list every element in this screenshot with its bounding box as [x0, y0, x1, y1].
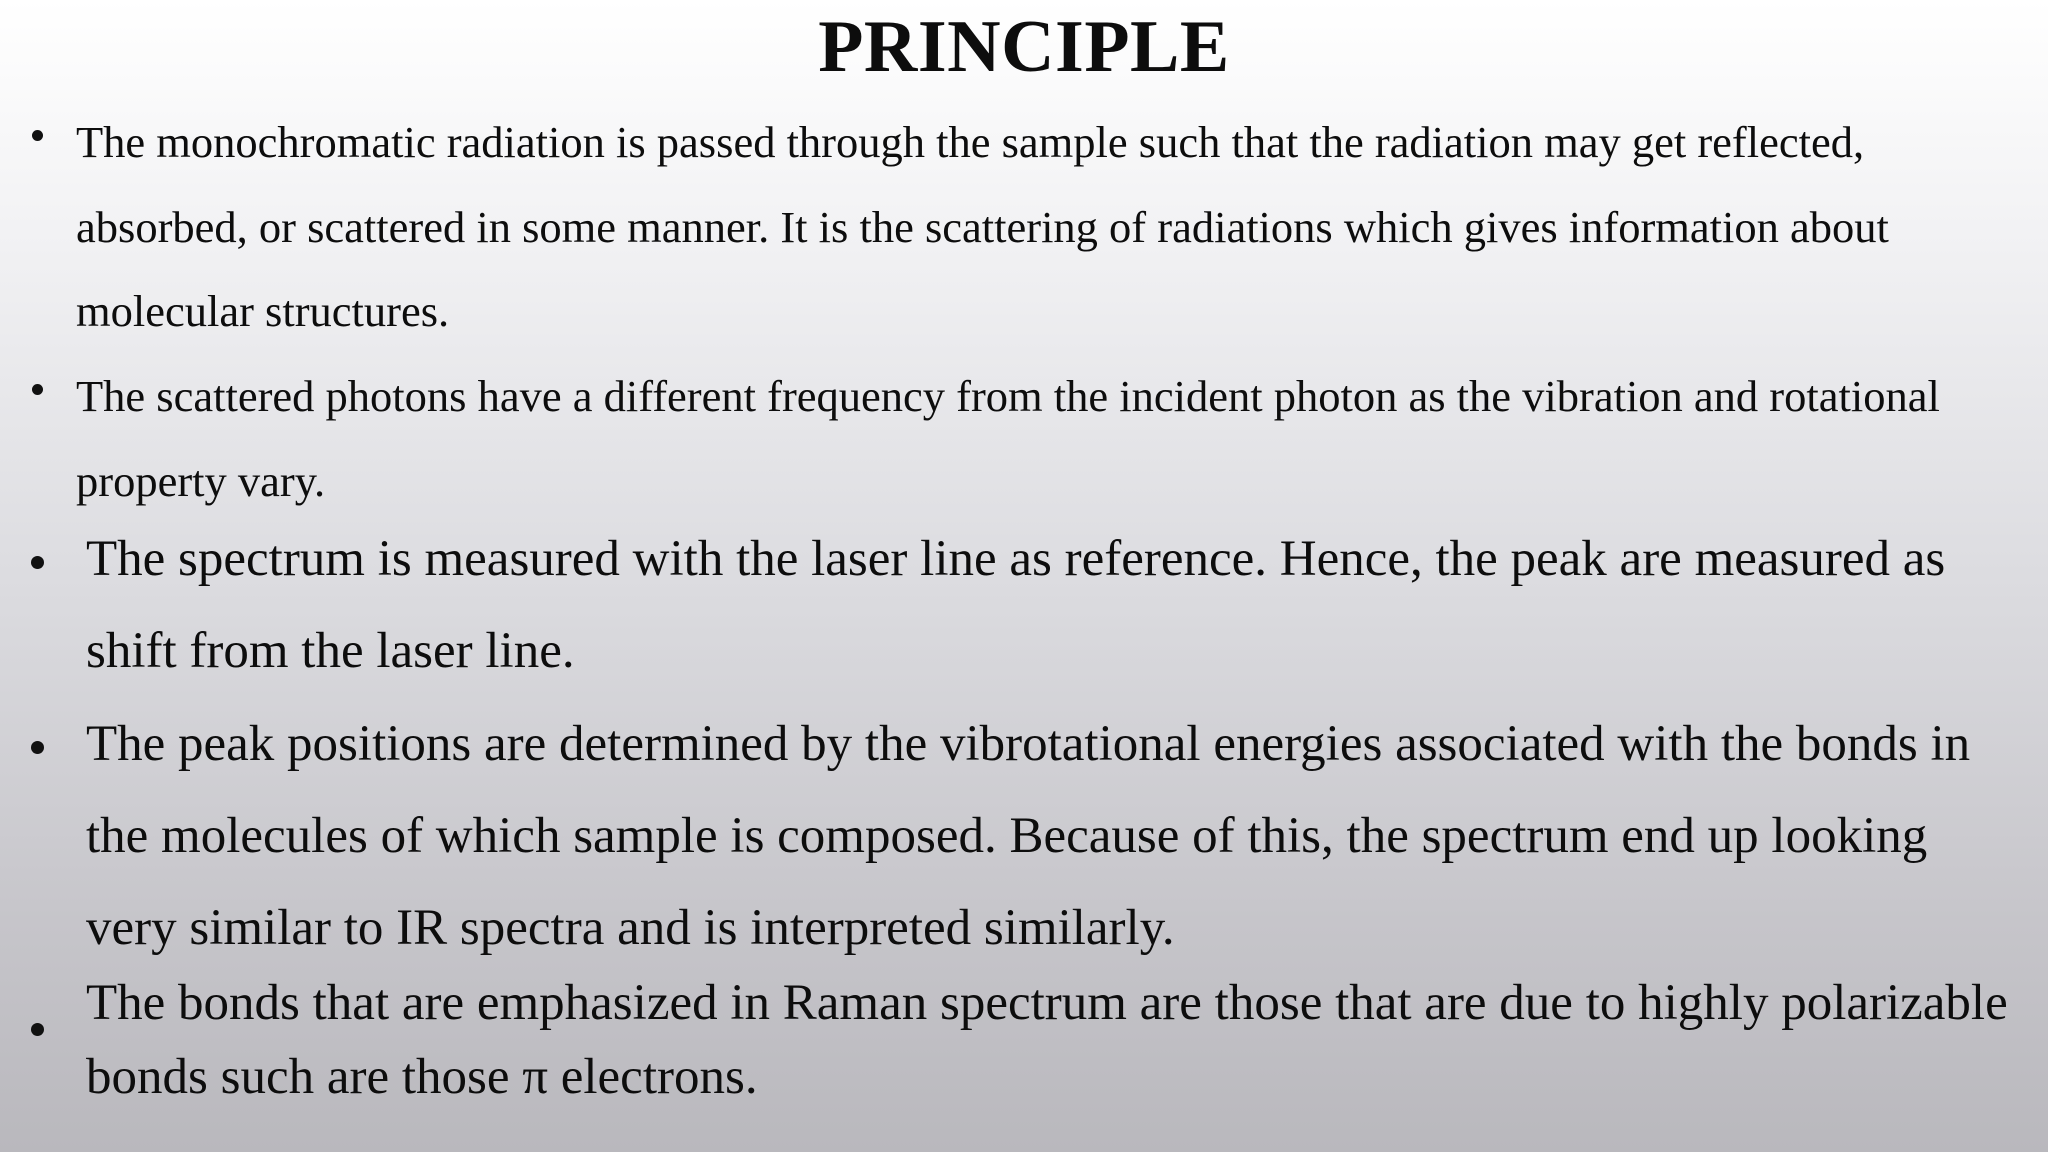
bullet-dot-icon	[31, 556, 44, 569]
bullet-text-line: The bonds that are emphasized in Raman spectrum are those that are due to highly polarizable	[86, 975, 2008, 1031]
bullet-dot-icon	[31, 1023, 44, 1036]
slide-title: PRINCIPLE	[818, 6, 1230, 88]
bullet-text: The spectrum is measured with the laser line as reference. Hence, the peak are measured as shift from the laser line.	[86, 531, 1946, 679]
bullet-dot-icon	[32, 384, 43, 395]
bullet-text	[86, 975, 2036, 1105]
bullet-text: The peak positions are determined by the vibrotational energies associated with the bonds in the molecules of which sample is composed. Because of this, the spectrum end up looking very similar to IR spectra and is interpreted similarly.	[86, 716, 1971, 956]
bullet-dot-icon	[31, 741, 44, 754]
bullet-text-line: bonds such are those π electrons.	[86, 1049, 758, 1105]
bullet-dot-icon	[32, 130, 43, 141]
bullet-text: The scattered photons have a different frequency from the incident photon as the vibration and rotational property vary.	[76, 371, 1940, 506]
bullet-text: The monochromatic radiation is passed through the sample such that the radiation may get reflected, absorbed, or scattered in some manner. It is the scattering of radiations which gives information about molecular structures.	[76, 117, 1889, 336]
